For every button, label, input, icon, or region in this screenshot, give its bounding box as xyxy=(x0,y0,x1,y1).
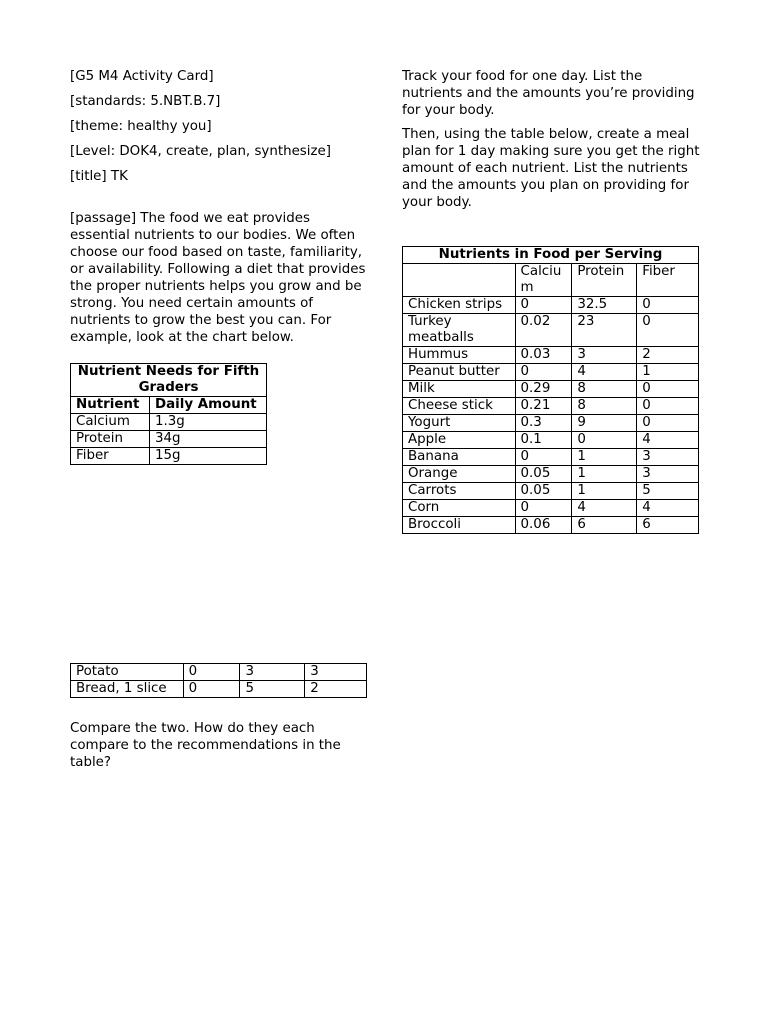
nutrient-value-cell: 0 xyxy=(572,432,637,449)
nutrient-value-cell: 0.21 xyxy=(515,398,572,415)
nutrient-value-cell: 0 xyxy=(637,381,699,398)
nutrient-value-cell: 23 xyxy=(572,314,637,347)
food-header-fiber: Fiber xyxy=(637,264,699,297)
food-name-cell: Peanut butter xyxy=(403,364,516,381)
food-name-cell: Broccoli xyxy=(403,517,516,534)
table-row xyxy=(71,664,367,681)
needs-cell: Fiber xyxy=(71,448,150,465)
nutrient-value-cell: 1 xyxy=(572,483,637,500)
nutrient-value-cell: 0.03 xyxy=(515,347,572,364)
instructions xyxy=(402,68,702,211)
table-row xyxy=(403,466,699,483)
food-name-cell: Chicken strips xyxy=(403,297,516,314)
nutrient-value-cell: 0 xyxy=(515,449,572,466)
nutrient-value-cell: 1 xyxy=(572,466,637,483)
level-line: [Level: DOK4, create, plan, synthesize] xyxy=(70,144,331,159)
food-name-cell: Turkey meatballs xyxy=(403,314,516,347)
food-table-body xyxy=(403,297,699,534)
nutrient-value-cell: 0 xyxy=(183,664,240,681)
table-row xyxy=(403,381,699,398)
food-name-cell: Banana xyxy=(403,449,516,466)
compare-question: Compare the two. How do they each compare to the recommendations in the table? xyxy=(70,721,341,770)
nutrient-value-cell: 1 xyxy=(637,364,699,381)
table-row xyxy=(403,364,699,381)
table-row xyxy=(403,517,699,534)
nutrient-value-cell: 0.05 xyxy=(515,483,572,500)
nutrient-value-cell: 0 xyxy=(637,415,699,432)
nutrient-value-cell: 6 xyxy=(572,517,637,534)
table-row xyxy=(403,432,699,449)
needs-header-amount: Daily Amount xyxy=(150,397,267,414)
nutrient-value-cell: 9 xyxy=(572,415,637,432)
instructions-track: Track your food for one day. List the nutrients and the amounts you’re providing for your body. xyxy=(402,69,695,118)
table-row xyxy=(71,681,367,698)
food-name-cell: Carrots xyxy=(403,483,516,500)
table-row xyxy=(71,414,267,431)
food-header-calcium: Calcium xyxy=(515,264,572,297)
food-table-caption: Nutrients in Food per Serving xyxy=(403,247,699,264)
food-name-cell: Orange xyxy=(403,466,516,483)
nutrient-value-cell: 5 xyxy=(637,483,699,500)
table-row xyxy=(403,297,699,314)
table-row xyxy=(71,448,267,465)
nutrient-value-cell: 3 xyxy=(637,466,699,483)
nutrient-value-cell: 0 xyxy=(515,364,572,381)
nutrient-value-cell: 4 xyxy=(637,432,699,449)
needs-cell: Calcium xyxy=(71,414,150,431)
food-name-cell: Apple xyxy=(403,432,516,449)
continued-table-body xyxy=(71,664,367,698)
nutrient-value-cell: 3 xyxy=(240,664,305,681)
food-name-cell: Corn xyxy=(403,500,516,517)
nutrient-value-cell: 8 xyxy=(572,381,637,398)
food-header-protein: Protein xyxy=(572,264,637,297)
instructions-meal-plan: Then, using the table below, create a meal plan for 1 day making sure you get the right amount of each nutrient. List the nutrients and the amounts you plan on providing for your body. xyxy=(402,127,700,210)
theme-line: [theme: healthy you] xyxy=(70,119,212,134)
food-name-cell: Potato xyxy=(71,664,184,681)
nutrient-value-cell: 0.05 xyxy=(515,466,572,483)
nutrient-value-cell: 4 xyxy=(572,500,637,517)
nutrient-value-cell: 0 xyxy=(515,500,572,517)
table-row xyxy=(403,398,699,415)
nutrient-value-cell: 0.3 xyxy=(515,415,572,432)
nutrient-value-cell: 8 xyxy=(572,398,637,415)
nutrient-value-cell: 0 xyxy=(515,297,572,314)
nutrient-value-cell: 4 xyxy=(637,500,699,517)
nutrient-value-cell: 0.1 xyxy=(515,432,572,449)
nutrient-value-cell: 4 xyxy=(572,364,637,381)
table-row xyxy=(71,431,267,448)
nutrient-value-cell: 0.06 xyxy=(515,517,572,534)
needs-cell: 15g xyxy=(150,448,267,465)
passage-text: [passage] The food we eat provides essential nutrients to our bodies. We often choose our food based on taste, familiarity, or availability. Following a diet that provides the proper nutrients helps you grow and be strong. You need certain amounts of nutrients to grow the best you can. For example, look at the chart below. xyxy=(70,211,366,345)
nutrient-value-cell: 3 xyxy=(637,449,699,466)
table-row xyxy=(403,500,699,517)
nutrient-value-cell: 3 xyxy=(305,664,367,681)
nutrient-value-cell: 0 xyxy=(637,398,699,415)
needs-cell: Protein xyxy=(71,431,150,448)
nutrient-value-cell: 0 xyxy=(183,681,240,698)
food-nutrients-table xyxy=(402,246,699,534)
needs-cell: 1.3g xyxy=(150,414,267,431)
nutrient-value-cell: 0.29 xyxy=(515,381,572,398)
nutrient-needs-table xyxy=(70,363,267,465)
needs-table-caption: Nutrient Needs for Fifth Graders xyxy=(71,364,267,397)
table-row xyxy=(403,483,699,500)
nutrient-value-cell: 1 xyxy=(572,449,637,466)
standards-line: [standards: 5.NBT.B.7] xyxy=(70,94,221,109)
nutrient-value-cell: 2 xyxy=(637,347,699,364)
nutrient-value-cell: 0 xyxy=(637,314,699,347)
needs-header-nutrient: Nutrient xyxy=(71,397,150,414)
food-name-cell: Yogurt xyxy=(403,415,516,432)
needs-cell: 34g xyxy=(150,431,267,448)
table-row xyxy=(403,415,699,432)
food-name-cell: Hummus xyxy=(403,347,516,364)
food-name-cell: Cheese stick xyxy=(403,398,516,415)
nutrient-value-cell: 32.5 xyxy=(572,297,637,314)
title-line: [title] TK xyxy=(70,169,128,184)
table-row xyxy=(403,347,699,364)
table-row xyxy=(403,449,699,466)
nutrient-value-cell: 3 xyxy=(572,347,637,364)
nutrient-value-cell: 5 xyxy=(240,681,305,698)
food-name-cell: Bread, 1 slice xyxy=(71,681,184,698)
food-name-cell: Milk xyxy=(403,381,516,398)
nutrient-value-cell: 2 xyxy=(305,681,367,698)
food-nutrients-table-continued xyxy=(70,663,367,698)
card-id: [G5 M4 Activity Card] xyxy=(70,69,214,84)
table-row xyxy=(403,314,699,347)
nutrient-value-cell: 6 xyxy=(637,517,699,534)
nutrient-value-cell: 0.02 xyxy=(515,314,572,347)
nutrient-value-cell: 0 xyxy=(637,297,699,314)
card-metadata xyxy=(70,68,370,354)
food-header-blank xyxy=(403,264,516,297)
